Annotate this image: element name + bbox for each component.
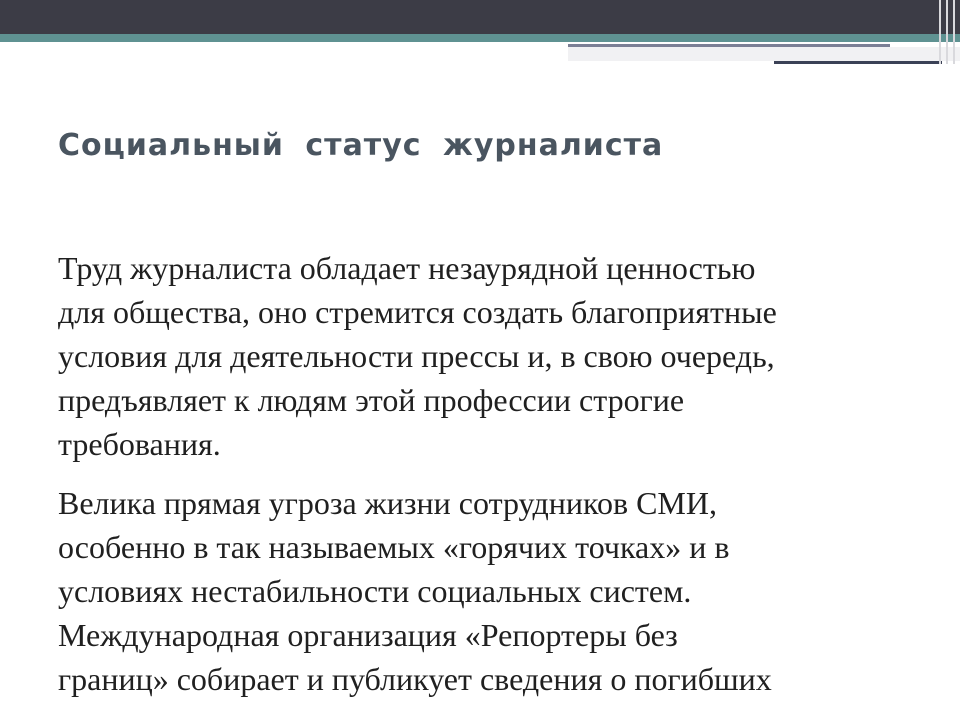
header-vertical-rule [953, 0, 955, 64]
paragraph-line: требования. [58, 426, 221, 462]
header-teal-stripe [0, 34, 960, 42]
slide-body [58, 246, 908, 701]
paragraph-line: условиях нестабильности социальных систем. [58, 573, 692, 609]
paragraph-line: условия для деятельности прессы и, в свою очередь, [58, 338, 775, 374]
paragraph-line: Международная организация «Репортеры без [58, 617, 678, 653]
paragraph-line: Велика прямая угроза жизни сотрудников СМИ, [58, 485, 717, 521]
header-gray-panel [568, 47, 960, 61]
paragraph [58, 246, 908, 466]
header-accent-line [568, 44, 890, 47]
paragraph [58, 481, 908, 701]
slide-title: Социальный статус журналиста [58, 128, 664, 163]
header-vertical-rule [946, 0, 948, 64]
paragraph-line: особенно в так называемых «горячих точках» и в [58, 529, 730, 565]
paragraph-line: Труд журналиста обладает незаурядной ценностью [58, 250, 756, 286]
paragraph-line: для общества, оно стремится создать благоприятные [58, 294, 777, 330]
header-vertical-rule [939, 0, 941, 64]
paragraph-line: предъявляет к людям этой профессии строгие [58, 382, 685, 418]
header-accent-line [774, 61, 942, 64]
paragraph-line: границ» собирает и публикует сведения о погибших [58, 661, 772, 697]
header-dark-band [0, 0, 960, 34]
